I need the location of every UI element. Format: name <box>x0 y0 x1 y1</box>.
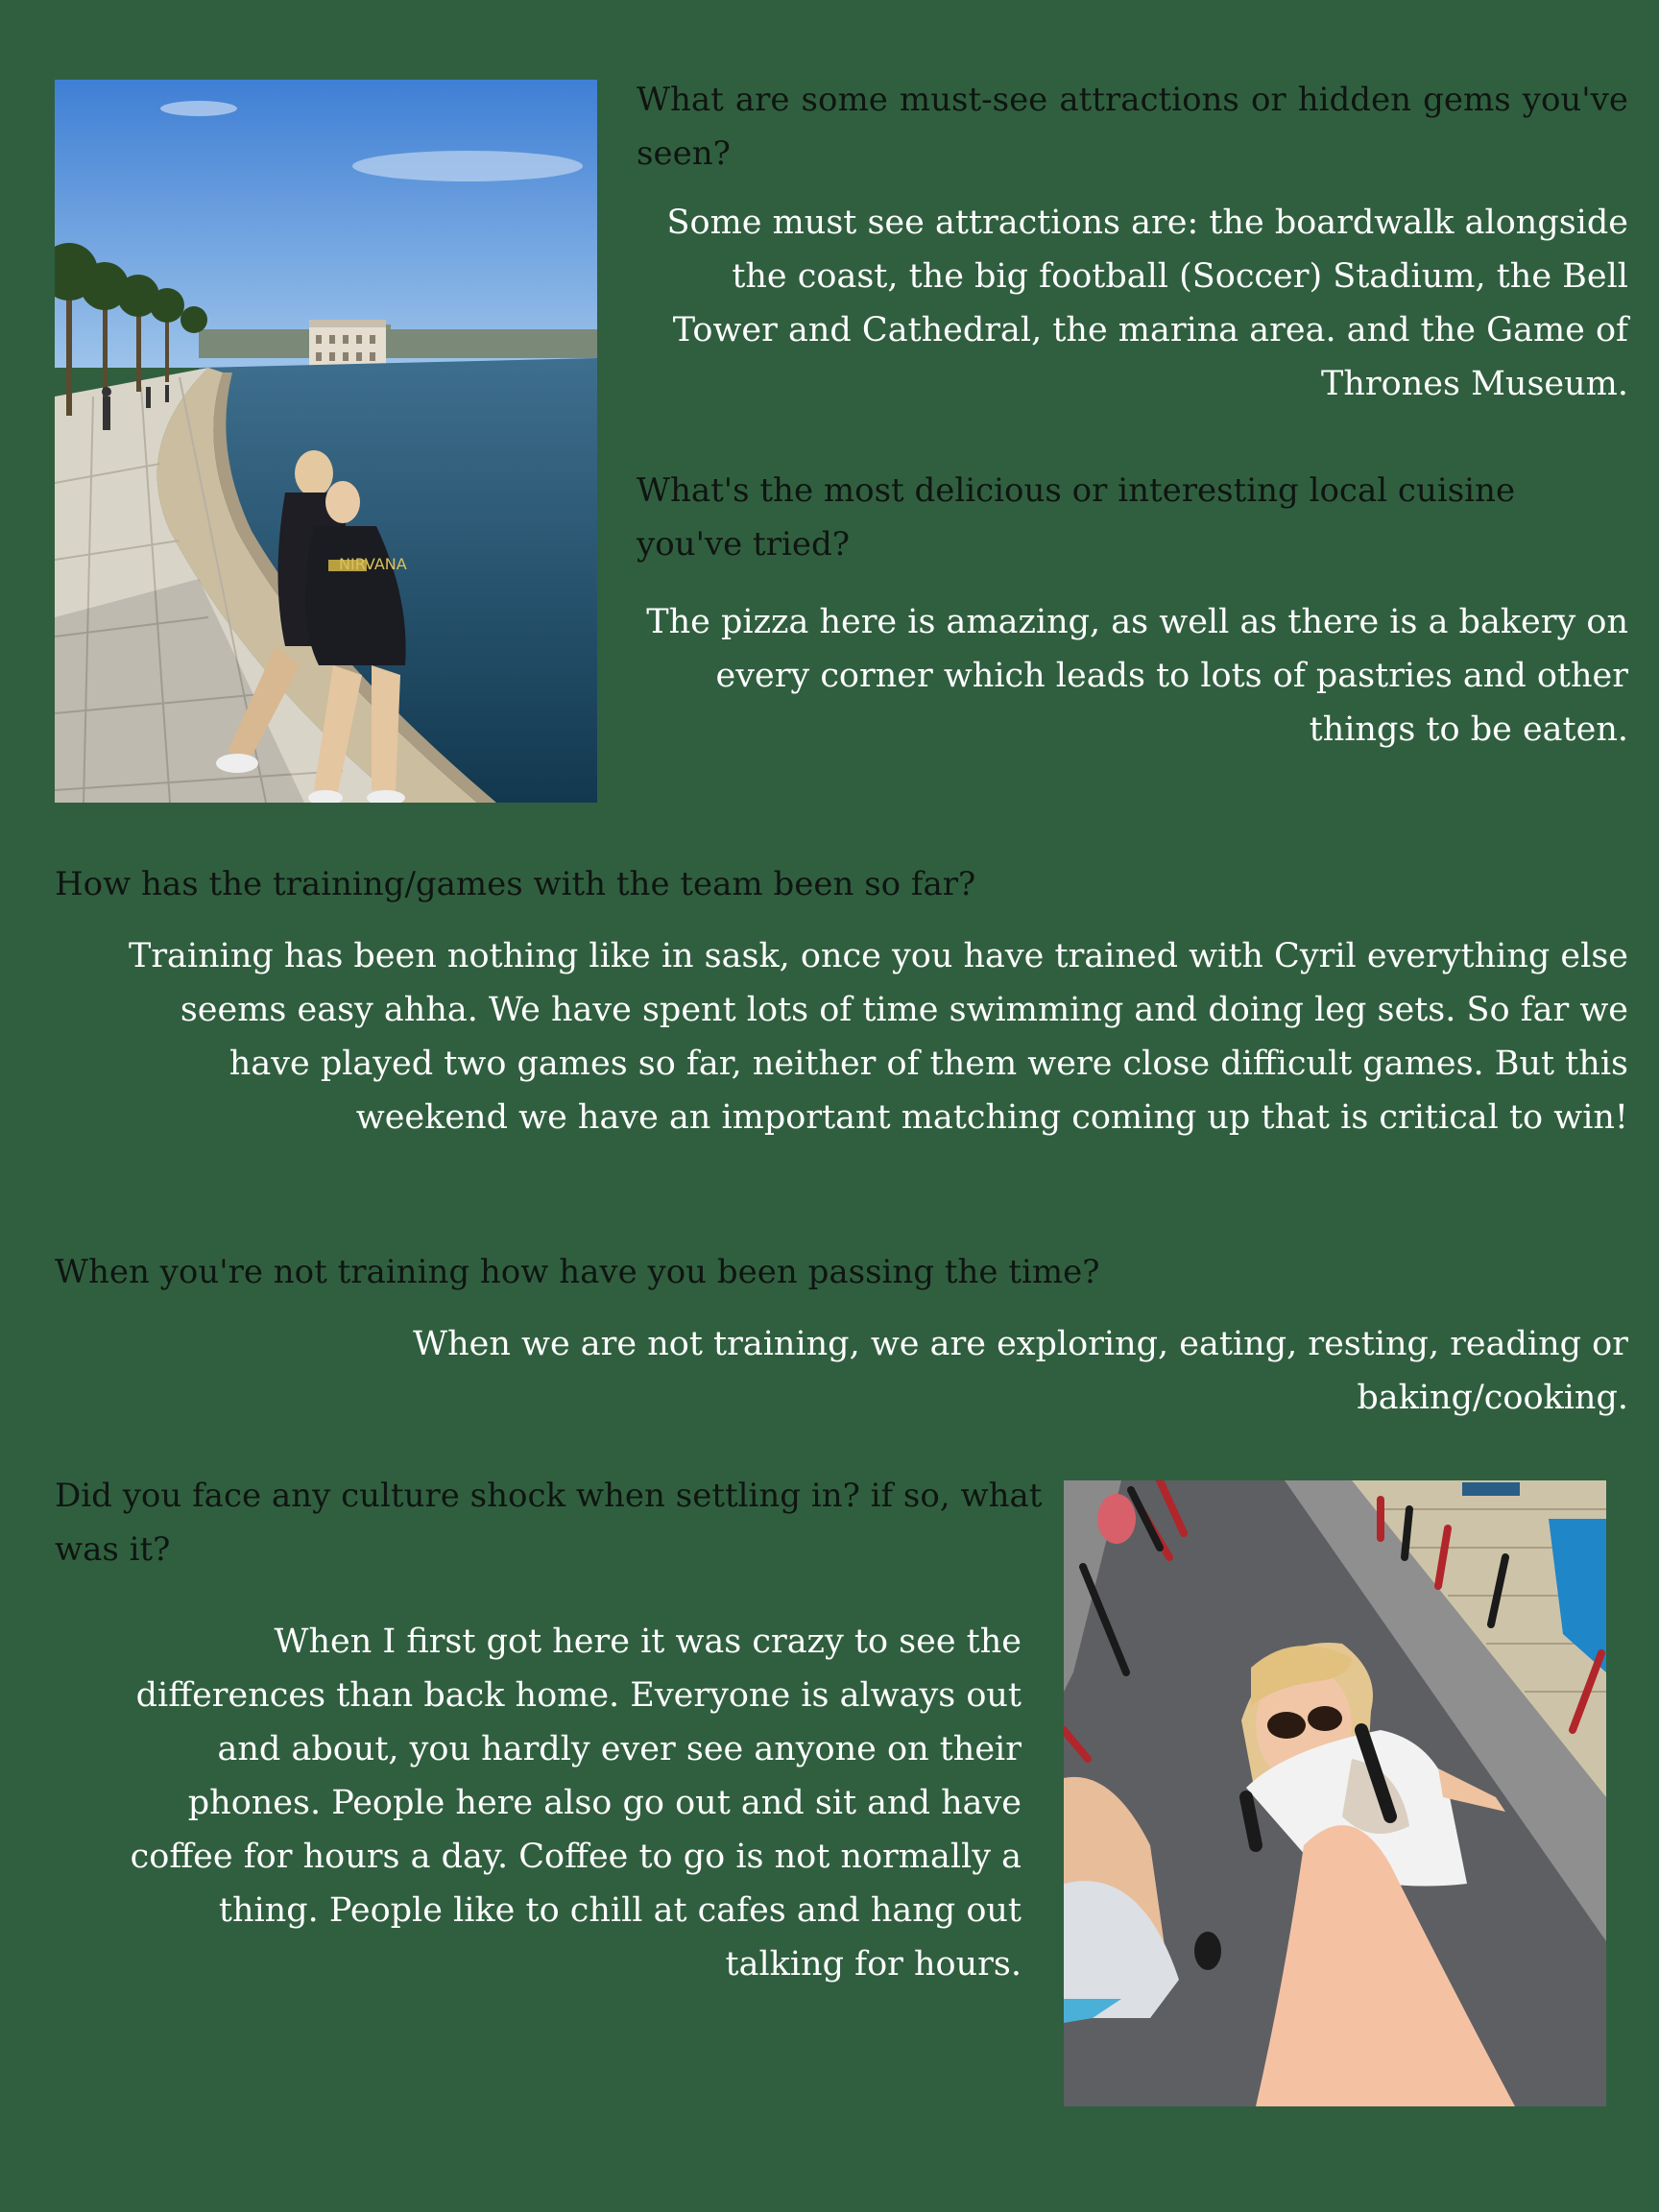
shirt-text: NIRVANA <box>339 555 407 573</box>
answer-attractions: Some must see attractions are: the boardwalk alongside the coast, the big football (Soccer) Stadium, the Bell Tower and Cathedral, the marina area. and the Game of Thrones Museum. <box>666 204 1628 403</box>
answer-training: Training has been nothing like in sask, once you have trained with Cyril everything else seems easy ahha. We have spent lots of time swimming and doing leg sets. So far we have played two games so far, neither of them were close difficult games. But this weekend we have an important matching coming up that is critical to win! <box>128 937 1628 1137</box>
answer-free-time: When we are not training, we are exploring, eating, resting, reading or baking/cooking. <box>413 1325 1628 1417</box>
question-free-time: When you're not training how have you been passing the time? <box>55 1253 1100 1291</box>
answer-cuisine: The pizza here is amazing, as well as there is a bakery on every corner which leads to lots of pastries and other things to be eaten. <box>646 603 1628 749</box>
question-culture-shock: Did you face any culture shock when settling in? if so, what was it? <box>55 1477 1043 1569</box>
street-selfie-photo <box>1064 1480 1606 2106</box>
waterfront-photo <box>55 80 597 803</box>
question-cuisine: What's the most delicious or interesting local cuisine you've tried? <box>637 471 1516 564</box>
question-training: How has the training/games with the team been so far? <box>55 865 976 903</box>
question-attractions: What are some must-see attractions or hidden gems you've seen? <box>637 81 1628 173</box>
answer-culture-shock: When I first got here it was crazy to see the differences than back home. Everyone is always out and about, you hardly ever see anyone on their phones. People here also go out and sit and have coffee for hours a day. Coffee to go is not normally a thing. People like to chill at cafes and hang out talking for hours. <box>130 1623 1022 1984</box>
